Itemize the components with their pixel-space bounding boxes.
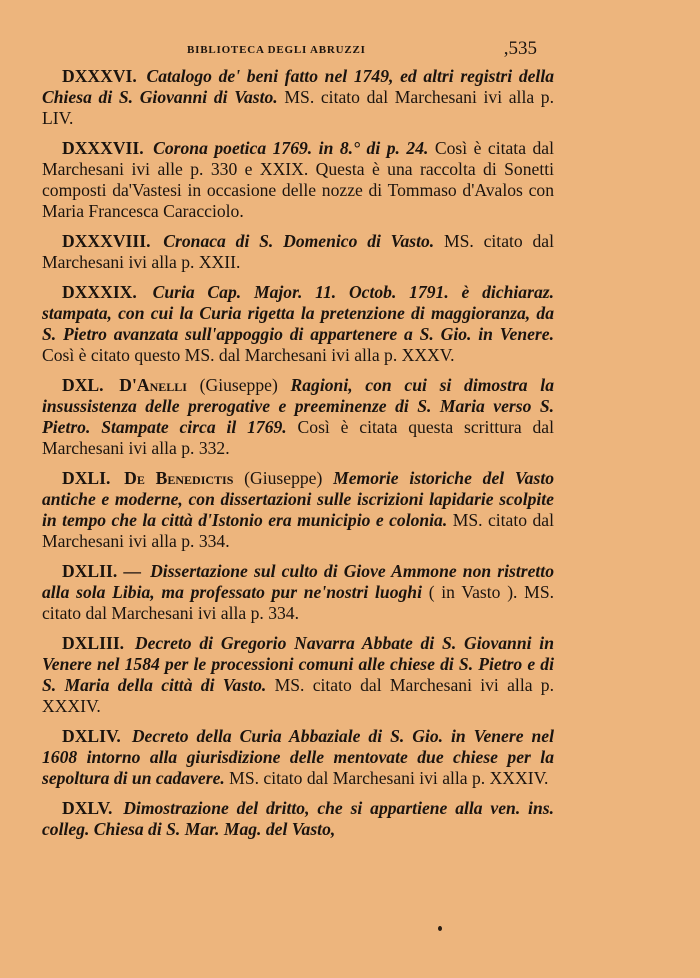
entry-author: De Benedictis: [124, 468, 234, 488]
bibliography-entry: [42, 375, 554, 459]
entry-text: MS. citato dal Marchesani ivi alla p. XXXIV.: [224, 768, 549, 788]
entry-title: Catalogo de' beni fatto nel 1749, ed altri registri della Chiesa di S. Giovanni di Vasto.: [42, 66, 554, 107]
entry-number: DXLIV.: [62, 726, 121, 746]
running-title: BIBLIOTECA DEGLI ABRUZZI: [187, 44, 366, 56]
entry-title: Ragioni, con cui si dimostra la insussistenza delle prerogative e preeminenze di S. Maria verso S. Pietro. Stampate circa il 1769.: [42, 375, 554, 437]
entry-number: DXXXVII.: [62, 138, 144, 158]
entry-title: Corona poetica 1769. in 8.° di p. 24.: [153, 138, 429, 158]
bibliography-entry: [42, 138, 554, 222]
entry-text: (Giuseppe): [233, 468, 334, 488]
entry-text: Così è citata dal Marchesani ivi alle p. 330 e XXIX. Questa è una raccolta di Sonetti composti da'Vastesi in occasione delle nozze di Tommaso d'Avalos con Maria Francesca Caracciolo.: [42, 138, 554, 221]
bibliography-entry: [42, 66, 554, 129]
bibliography-entry: [42, 468, 554, 552]
entry-number: DXXXVI.: [62, 66, 137, 86]
bibliography-entry: [42, 633, 554, 717]
entry-title: Decreto di Gregorio Navarra Abbate di S. Giovanni in Venere nel 1584 per le processioni comuni alle chiese di S. Pietro e di S. Maria della città di Vasto.: [42, 633, 554, 695]
entry-number: DXL.: [62, 375, 104, 395]
page-number: ,535: [503, 38, 537, 59]
page-header: [50, 38, 537, 64]
bibliography-entry: [42, 282, 554, 366]
bibliography-entry: [42, 726, 554, 789]
entry-text: MS. citato dal Marchesani ivi alla p. LIV.: [42, 87, 555, 128]
entry-text: MS. citato dal Marchesani ivi alla p. XXXIV.: [42, 675, 555, 716]
ink-spot: [438, 926, 442, 931]
bibliography-entries: [42, 66, 554, 849]
bibliography-entry: [42, 561, 554, 624]
entry-text: Così è citata questa scrittura dal Marchesani ivi alla p. 332.: [42, 417, 554, 458]
entry-number: DXLI.: [62, 468, 111, 488]
entry-author: D'Anelli: [119, 375, 187, 395]
bibliography-entry: [42, 231, 554, 273]
entry-title: Dimostrazione del dritto, che si appartiene alla ven. ins. colleg. Chiesa di S. Mar. Mag. del Vasto,: [42, 798, 554, 839]
entry-number: DXLV.: [62, 798, 113, 818]
entry-title: Memorie istoriche del Vasto antiche e moderne, con dissertazioni sulle iscrizioni lapidarie scolpite in tempo che la città d'Istonio era municipio e colonia.: [42, 468, 555, 530]
entry-text: MS. citato dal Marchesani ivi alla p. 334.: [42, 510, 554, 551]
entry-text: ( in Vasto ). MS. citato dal Marchesani ivi alla p. 334.: [42, 582, 555, 623]
entry-text: (Giuseppe): [186, 375, 291, 395]
entry-number: DXXXVIII.: [62, 231, 151, 251]
entry-text: Così è citato questo MS. dal Marchesani ivi alla p. XXXV.: [42, 345, 455, 365]
entry-title: Decreto della Curia Abbaziale di S. Gio. in Venere nel 1608 intorno alla giurisdizione delle mentovate due chiese per la sepoltura di un cadavere.: [42, 726, 554, 788]
entry-text: MS. citato dal Marchesani ivi alla p. XXII.: [42, 231, 554, 272]
entry-title: Curia Cap. Major. 11. Octob. 1791. è dichiaraz. stampata, con cui la Curia rigetta la pretenzione di maggioranza, da S. Pietro avanzata sull'appoggio di appartenere a S. Gio. in Venere.: [42, 282, 554, 344]
entry-title: Dissertazione sul culto di Giove Ammone non ristretto alla sola Libia, ma professato pur ne'nostri luoghi: [42, 561, 554, 602]
entry-number: DXXXIX.: [62, 282, 137, 302]
entry-title: Cronaca di S. Domenico di Vasto.: [163, 231, 435, 251]
bibliography-entry: [42, 798, 554, 840]
entry-number: DXLIII.: [62, 633, 125, 653]
entry-number: DXLII. —: [62, 561, 141, 581]
